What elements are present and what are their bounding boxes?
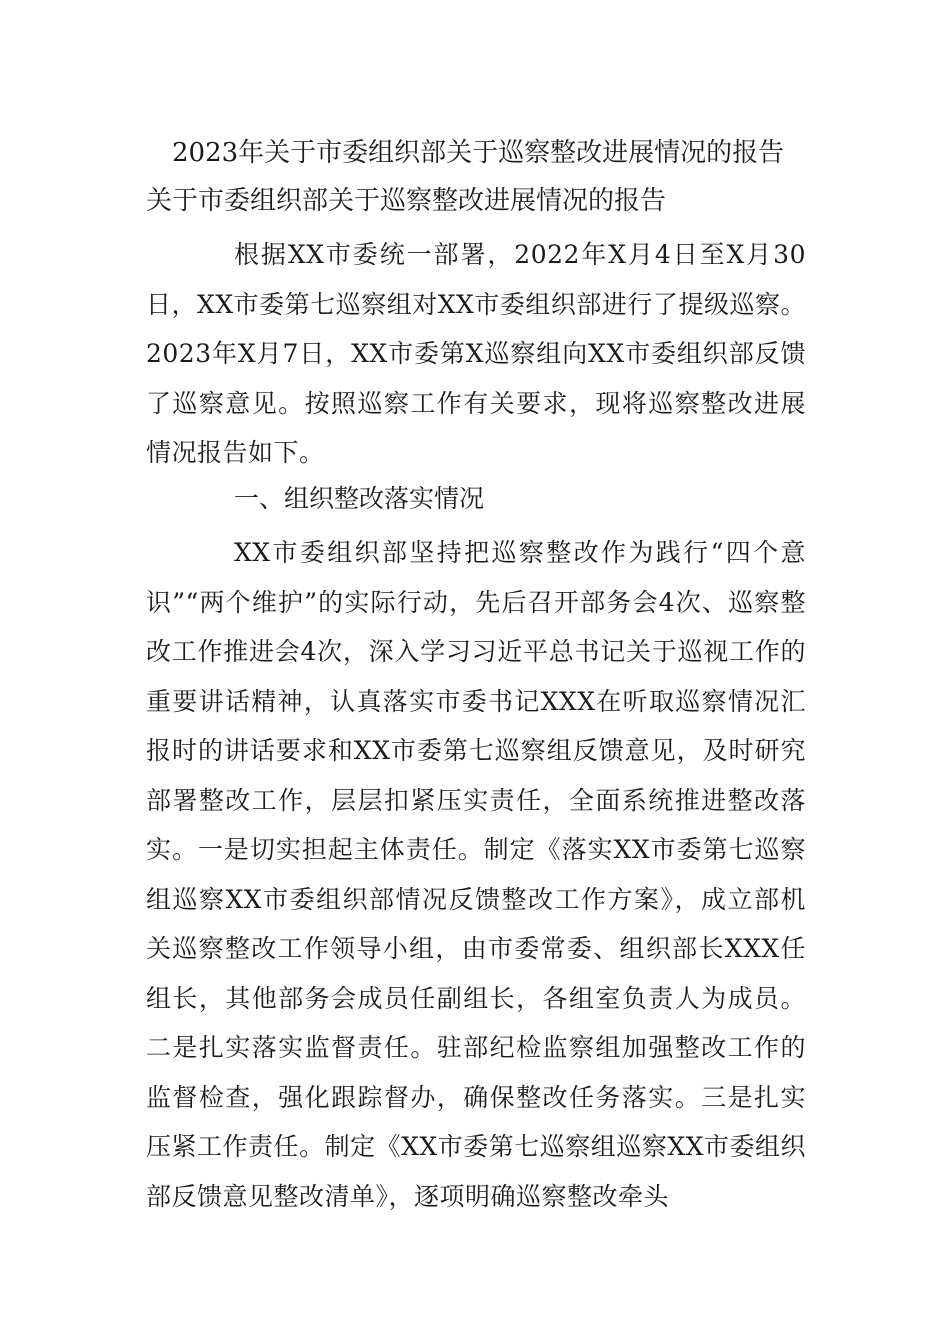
section-paragraph: XX市委组织部坚持把巡察整改作为践行“四个意识”“两个维护”的实际行动，先后召开部务会4次、巡察整改工作推进会4次，深入学习习近平总书记关于巡视工作的重要讲话精神，认真落实市委书记XXX在听取巡察情况汇报时的讲话要求和XX市委第七巡察组反馈意见，及时研究部署整改工作，层层扣紧压实责任，全面系统推进整改落实。一是切实担起主体责任。制定《落实XX市委第七巡察组巡察XX市委组织部情况反馈整改工作方案》，成立部机关巡察整改工作领导小组，由市委常委、组织部长XXX任组长，其他部务会成员任副组长，各组室负责人为成员。二是扎实落实监督责任。驻部纪检监察组加强整改工作的监督检查，强化跟踪督办，确保整改任务落实。三是扎实压紧工作责任。制定《XX市委第七巡察组巡察XX市委组织部反馈意见整改清单》，逐项明确巡察整改牵头 bbox=[146, 538, 806, 1211]
document-subtitle: 关于市委组织部关于巡察整改进展情况的报告 bbox=[146, 186, 667, 216]
section-heading: 一、组织整改落实情况 bbox=[234, 484, 485, 513]
document-title: 2023年关于市委组织部关于巡察整改进展情况的报告 bbox=[172, 138, 785, 168]
intro-paragraph: 根据XX市委统一部署，2022年X月4日至X月30日，XX市委第七巡察组对XX市委组织部进行了提级巡察。2023年X月7日，XX市委第X巡察组向XX市委组织部反馈了巡察意见。按照巡察工作有关要求，现将巡察整改进展情况报告如下。 bbox=[146, 240, 806, 467]
